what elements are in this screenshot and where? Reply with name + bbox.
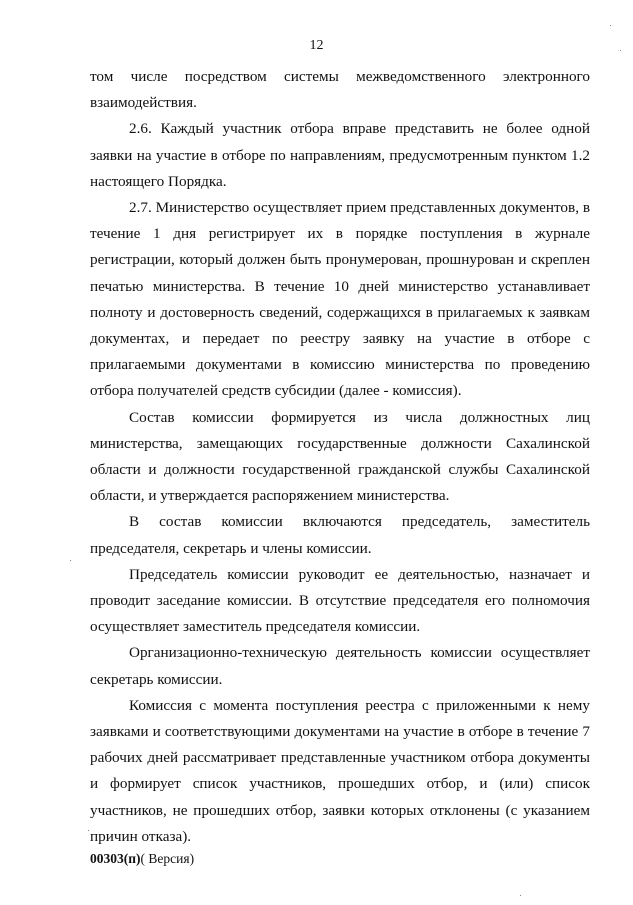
scan-speck — [88, 830, 89, 831]
scan-speck — [620, 50, 621, 51]
paragraph-commission-members: В состав комиссии включаются председатель, заместитель председателя, секретарь и члены комиссии. — [90, 513, 590, 557]
paragraph-review: Комиссия с момента поступления реестра с приложенными к нему заявками и соответствующими документами на участие в отборе в течение 7 рабочих дней рассматривает представленные участником отбора документы и формирует список участников, прошедших отбор, и (или) список участников, не прошедших отбор, заявки которых отклонены (с указанием причин отказа). — [90, 696, 590, 845]
scan-speck — [70, 560, 71, 561]
paragraph-chairman: Председатель комиссии руководит ее деятельностью, назначает и проводит заседание комиссии. В отсутствие председателя его полномочия осуществляет заместитель председателя комиссии. — [90, 565, 590, 636]
paragraph-2-6: 2.6. Каждый участник отбора вправе представить не более одной заявки на участие в отборе по направлениям, предусмотренным пунктом 1.2 настоящего Порядка. — [90, 120, 590, 190]
paragraph-continuation: том числе посредством системы межведомственного электронного взаимодействия. — [90, 68, 590, 112]
paragraph-commission-composition: Состав комиссии формируется из числа должностных лиц министерства, замещающих государственные должности Сахалинской области и должности государственной гражданской службы Сахалинской области, и утверждается распоряжением министерства. — [90, 408, 590, 505]
version-label: ( Версия) — [140, 851, 195, 866]
page-number: 12 — [309, 38, 324, 53]
paragraph-secretary: Организационно-техническую деятельность комиссии осуществляет секретарь комиссии. — [90, 644, 590, 688]
document-code: 00303(п) — [90, 851, 141, 866]
document-footer — [90, 851, 194, 867]
paragraph-2-7: 2.7. Министерство осуществляет прием представленных документов, в течение 1 дня регистрирует их в порядке поступления в журнале регистрации, который должен быть пронумерован, прошнурован и скреплен печатью министерства. В течение 10 дней министерство устанавливает полноту и достоверность сведений, содержащихся в прилагаемых к заявкам документах, и передает по реестру заявку на участие в отборе с прилагаемыми документами в комиссию министерства по проведению отбора получателей средств субсидии (далее - комиссия). — [90, 199, 590, 400]
scan-speck — [610, 25, 611, 26]
scan-speck — [520, 895, 521, 896]
document-body — [90, 64, 590, 850]
